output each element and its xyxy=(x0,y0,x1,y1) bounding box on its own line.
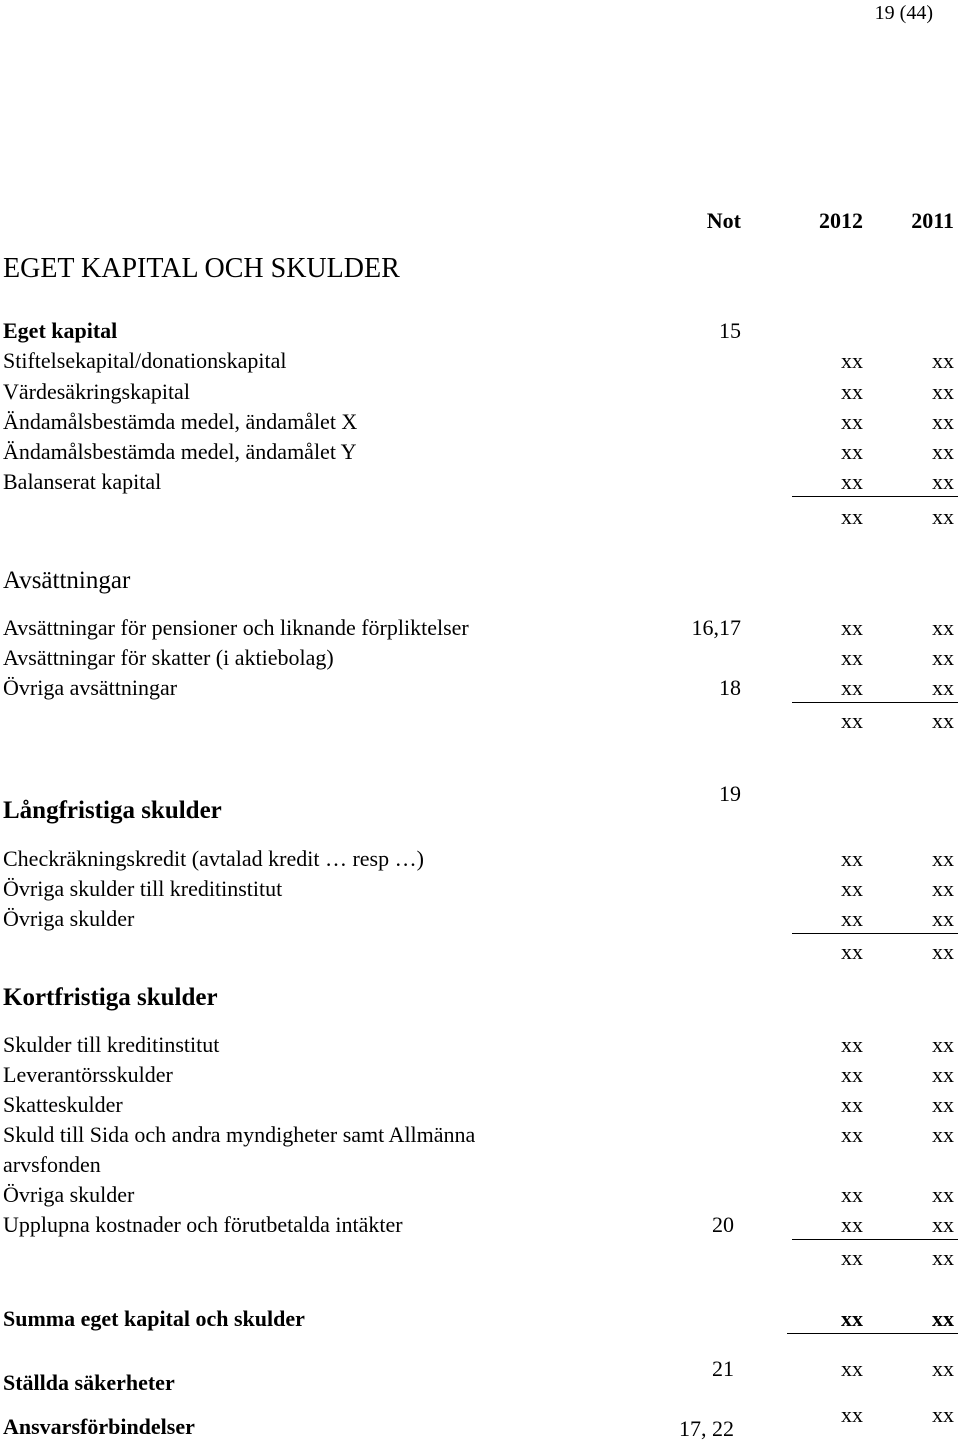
row-label: Ändamålsbestämda medel, ändamålet X xyxy=(3,409,358,434)
column-header-2011: 2011 xyxy=(911,208,954,233)
row-value-2011: xx xyxy=(932,469,954,494)
subtotal-value-2011: xx xyxy=(932,1245,954,1270)
section-heading-equity: Eget kapital xyxy=(3,318,118,343)
row-value-2011: xx xyxy=(932,1212,954,1237)
page-number: 19 (44) xyxy=(874,2,933,24)
row-label: Checkräkningskredit (avtalad kredit … resp …) xyxy=(3,846,424,871)
row-value-2011: xx xyxy=(932,379,954,404)
row-value-2012: xx xyxy=(841,1212,863,1237)
row-value-2011: xx xyxy=(932,1032,954,1057)
pledged-value-2012: xx xyxy=(841,1356,863,1381)
pledged-label: Ställda säkerheter xyxy=(3,1370,175,1395)
row-value-2011: xx xyxy=(932,675,954,700)
row-value-2012: xx xyxy=(841,906,863,931)
row-label: Övriga skulder xyxy=(3,1182,135,1207)
row-value-2011: xx xyxy=(932,409,954,434)
subtotal-value-2012: xx xyxy=(841,708,863,733)
row-value-2012: xx xyxy=(841,615,863,640)
row-label: Värdesäkringskapital xyxy=(3,379,190,404)
column-header-note: Not xyxy=(706,208,741,233)
row-label: Skulder till kreditinstitut xyxy=(3,1032,220,1057)
subtotal-rule xyxy=(792,702,958,703)
subtotal-rule xyxy=(792,1239,958,1240)
grand-total-value-2011: xx xyxy=(932,1306,954,1331)
subtotal-value-2012: xx xyxy=(841,1245,863,1270)
row-value-2012: xx xyxy=(841,348,863,373)
contingent-note: 17, 22 xyxy=(679,1416,734,1441)
grand-total-label: Summa eget kapital och skulder xyxy=(3,1306,305,1331)
row-value-2011: xx xyxy=(932,876,954,901)
row-value-2011: xx xyxy=(932,846,954,871)
row-label: Stiftelsekapital/donationskapital xyxy=(3,348,287,373)
row-note: 18 xyxy=(719,675,741,700)
section-heading-provisions: Avsättningar xyxy=(3,567,131,594)
row-label: Avsättningar för skatter (i aktiebolag) xyxy=(3,645,334,670)
row-label: Skuld till Sida och andra myndigheter samt Allmänna xyxy=(3,1122,476,1147)
row-label: Ändamålsbestämda medel, ändamålet Y xyxy=(3,439,357,464)
contingent-value-2012: xx xyxy=(841,1402,863,1427)
subtotal-value-2011: xx xyxy=(932,708,954,733)
row-label: Övriga skulder xyxy=(3,906,135,931)
row-value-2011: xx xyxy=(932,1122,954,1147)
row-value-2012: xx xyxy=(841,409,863,434)
row-value-2011: xx xyxy=(932,1092,954,1117)
column-header-2012: 2012 xyxy=(819,208,863,233)
row-label-continued: arvsfonden xyxy=(3,1152,101,1177)
section-heading-long-term: Långfristiga skulder xyxy=(3,797,222,824)
pledged-note: 21 xyxy=(712,1356,734,1381)
row-label: Övriga skulder till kreditinstitut xyxy=(3,876,283,901)
row-label: Leverantörsskulder xyxy=(3,1062,173,1087)
section-heading-short-term: Kortfristiga skulder xyxy=(3,984,218,1011)
row-value-2011: xx xyxy=(932,1182,954,1207)
row-label: Skatteskulder xyxy=(3,1092,123,1117)
subtotal-value-2011: xx xyxy=(932,504,954,529)
grand-total-value-2012: xx xyxy=(841,1306,863,1331)
row-value-2012: xx xyxy=(841,1092,863,1117)
row-value-2012: xx xyxy=(841,379,863,404)
row-value-2012: xx xyxy=(841,846,863,871)
equity-note: 15 xyxy=(719,318,741,343)
long-term-note: 19 xyxy=(719,781,741,806)
row-value-2011: xx xyxy=(932,348,954,373)
subtotal-value-2011: xx xyxy=(932,939,954,964)
contingent-value-2011: xx xyxy=(932,1402,954,1427)
row-value-2012: xx xyxy=(841,469,863,494)
row-value-2011: xx xyxy=(932,906,954,931)
row-label: Övriga avsättningar xyxy=(3,675,178,700)
row-value-2012: xx xyxy=(841,645,863,670)
subtotal-value-2012: xx xyxy=(841,939,863,964)
row-value-2012: xx xyxy=(841,1122,863,1147)
subtotal-rule xyxy=(792,933,958,934)
grand-total-rule xyxy=(787,1333,958,1334)
row-value-2012: xx xyxy=(841,675,863,700)
row-value-2011: xx xyxy=(932,615,954,640)
row-value-2012: xx xyxy=(841,1182,863,1207)
pledged-value-2011: xx xyxy=(932,1356,954,1381)
row-value-2011: xx xyxy=(932,1062,954,1087)
subtotal-value-2012: xx xyxy=(841,504,863,529)
row-value-2012: xx xyxy=(841,1062,863,1087)
row-note: 20 xyxy=(712,1212,734,1237)
row-value-2012: xx xyxy=(841,876,863,901)
contingent-label: Ansvarsförbindelser xyxy=(3,1414,195,1439)
row-value-2011: xx xyxy=(932,439,954,464)
row-label: Balanserat kapital xyxy=(3,469,162,494)
row-value-2011: xx xyxy=(932,645,954,670)
row-label: Avsättningar för pensioner och liknande förpliktelser xyxy=(3,615,469,640)
row-value-2012: xx xyxy=(841,439,863,464)
subtotal-rule xyxy=(792,496,958,497)
row-note: 16,17 xyxy=(691,615,741,640)
row-value-2012: xx xyxy=(841,1032,863,1057)
page-title: EGET KAPITAL OCH SKULDER xyxy=(3,253,400,284)
row-label: Upplupna kostnader och förutbetalda intäkter xyxy=(3,1212,403,1237)
